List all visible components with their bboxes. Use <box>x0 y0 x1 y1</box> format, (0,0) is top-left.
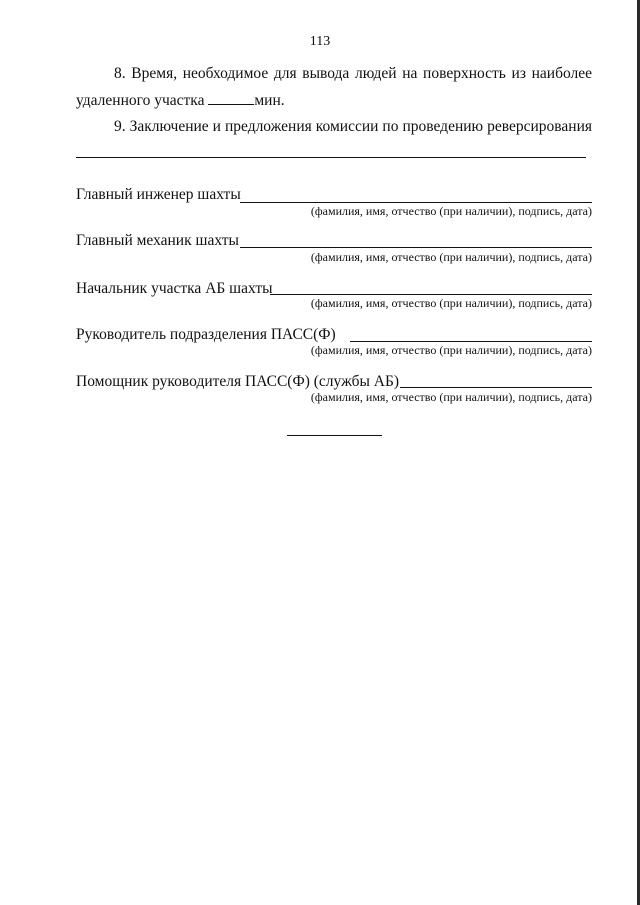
item-9-line-1: 9. Заключение и предложения комиссии по проведению реверсирования <box>114 118 592 135</box>
signature-caption: (фамилия, имя, отчество (при наличии), подпись, дата) <box>310 390 592 404</box>
item-8-prefix: удаленного участка <box>76 92 205 109</box>
signature-label-pass-assistant: Помощник руководителя ПАСС(Ф) (службы АБ) <box>76 373 400 390</box>
signature-caption: (фамилия, имя, отчество (при наличии), подпись, дата) <box>310 343 592 357</box>
signature-label-chief-engineer: Главный инженер шахты <box>76 186 241 203</box>
item-8-line-2 <box>76 88 592 114</box>
page-number: 113 <box>309 34 331 49</box>
signature-line-section-chief[interactable] <box>270 294 592 295</box>
signature-label-pass-head: Руководитель подразделения ПАСС(Ф) <box>76 326 336 343</box>
signature-line-chief-engineer[interactable] <box>240 202 592 203</box>
minutes-blank[interactable] <box>208 90 254 105</box>
item-8-suffix: мин. <box>254 92 285 109</box>
signature-caption: (фамилия, имя, отчество (при наличии), подпись, дата) <box>310 296 592 310</box>
item-8-line-1: 8. Время, необходимое для вывода людей на поверхность из наиболее <box>114 65 592 82</box>
signature-label-section-chief: Начальник участка АБ шахты <box>76 280 273 297</box>
signature-caption: (фамилия, имя, отчество (при наличии), подпись, дата) <box>310 250 592 264</box>
signature-line-pass-head[interactable] <box>350 341 592 342</box>
signature-line-pass-assistant[interactable] <box>400 387 592 388</box>
end-separator <box>287 435 382 436</box>
signature-caption: (фамилия, имя, отчество (при наличии), подпись, дата) <box>310 204 592 218</box>
signature-label-chief-mechanic: Главный механик шахты <box>76 232 239 249</box>
signature-line-chief-mechanic[interactable] <box>240 247 592 248</box>
conclusion-blank-line[interactable] <box>76 157 586 158</box>
